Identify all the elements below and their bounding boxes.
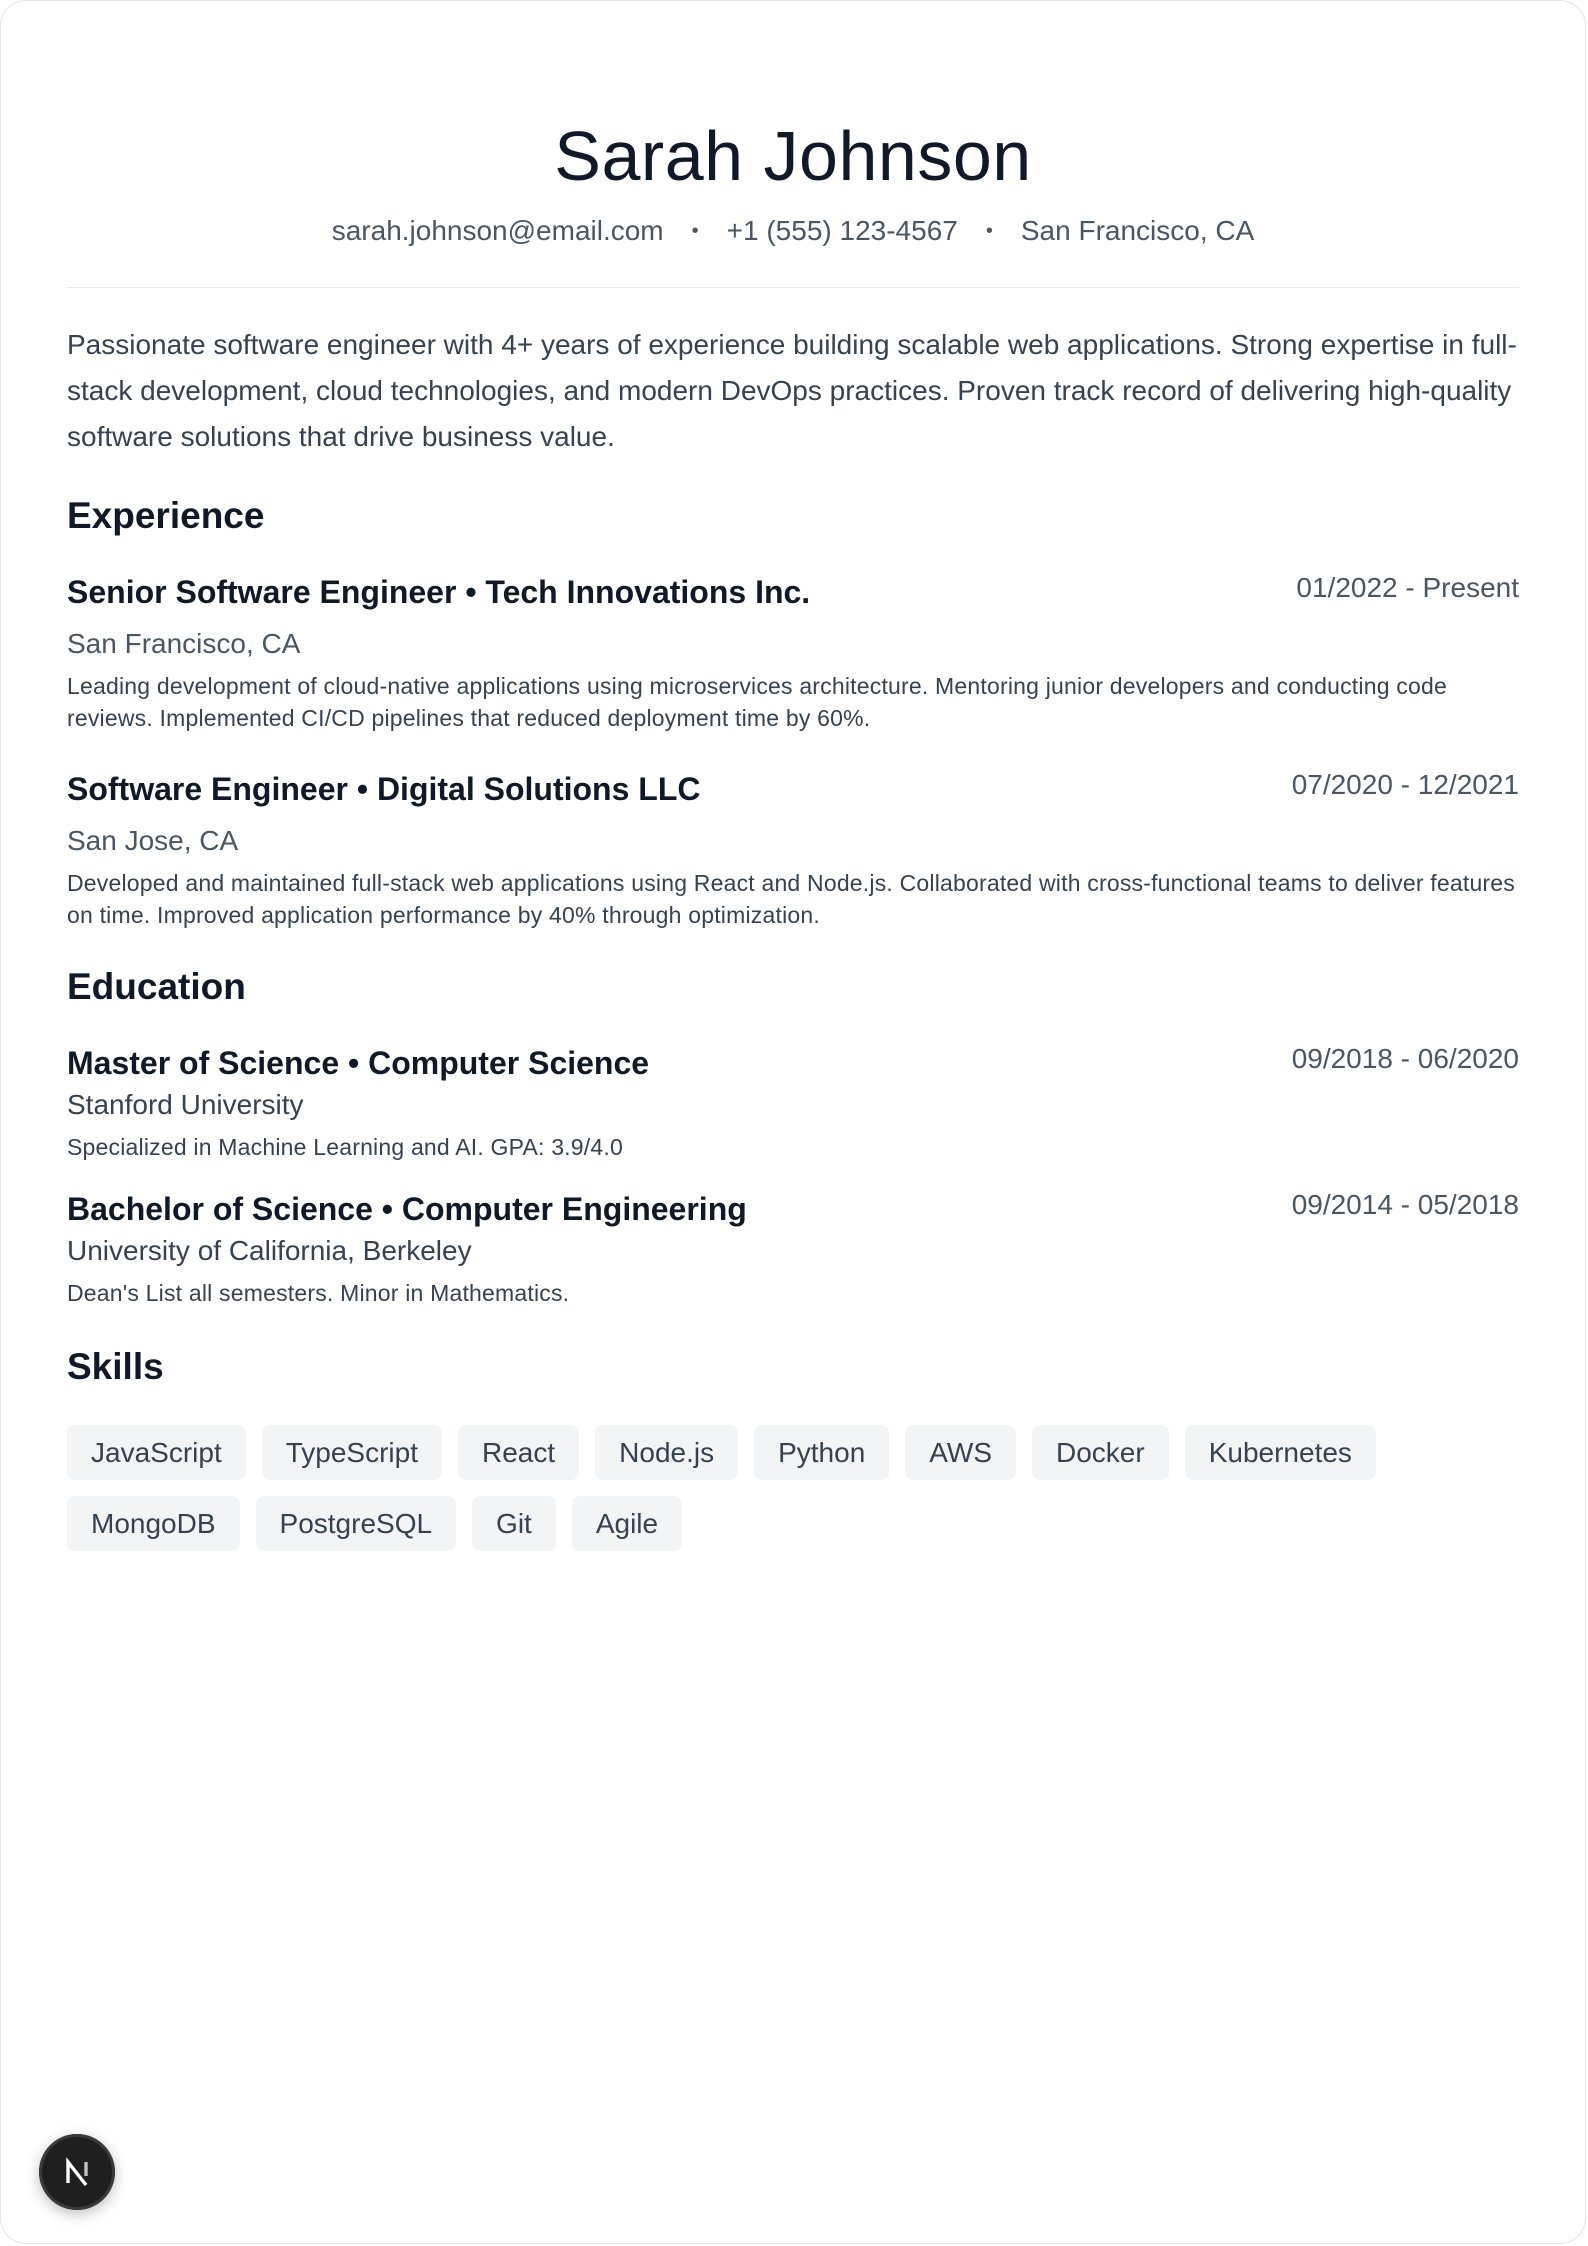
education-note: Dean's List all semesters. Minor in Mathematics. [67,1280,570,1306]
education-entry [67,1187,1519,1309]
skill-tag: Node.js [595,1425,738,1480]
experience-description: Leading development of cloud-native applications using microservices architecture. Mentoring junior developers and conducting code reviews. Implemented CI/CD pipelines that reduced deployment time by 60%. [67,673,1447,731]
nextjs-dev-tools-button[interactable] [39,2134,115,2210]
experience-entry [67,767,1519,931]
education-dates: 09/2014 - 05/2018 [1291,1189,1519,1220]
skill-tag: TypeScript [262,1425,442,1480]
experience-dates: 01/2022 - Present [1296,572,1519,603]
resume-page [67,111,1519,1567]
experience-entry [67,570,1519,734]
skill-tag: React [458,1425,579,1480]
location-text: San Francisco, CA [1020,215,1255,246]
experience-location: San Jose, CA [67,825,239,856]
experience-location: San Francisco, CA [67,628,301,659]
email-text: sarah.johnson@email.com [331,215,664,246]
education-dates: 09/2018 - 06/2020 [1291,1043,1519,1074]
skill-tag: Python [754,1425,889,1480]
skill-tag: Agile [572,1496,682,1551]
education-entry [67,1041,1519,1163]
contact-separator: • [691,219,699,242]
contact-line [67,209,1519,253]
education-school: University of California, Berkeley [67,1235,472,1266]
skill-tag: PostgreSQL [256,1496,457,1551]
skills-heading: Skills [67,1346,164,1387]
experience-description: Developed and maintained full-stack web applications using React and Node.js. Collaborated with cross-functional teams to deliver features on time. Improved application performance by 40% through optimization. [67,870,1515,928]
phone-text: +1 (555) 123-4567 [726,215,958,246]
skills-list [67,1425,1467,1567]
education-degree: Bachelor of Science • Computer Engineering [67,1191,747,1227]
education-heading: Education [67,966,246,1007]
skill-tag: MongoDB [67,1496,240,1551]
education-degree: Master of Science • Computer Science [67,1045,650,1081]
skill-tag: JavaScript [67,1425,246,1480]
nextjs-logo-icon [57,2152,97,2192]
education-school: Stanford University [67,1089,304,1120]
education-note: Specialized in Machine Learning and AI. GPA: 3.9/4.0 [67,1134,623,1160]
experience-dates: 07/2020 - 12/2021 [1291,769,1519,800]
skill-tag: AWS [905,1425,1016,1480]
header-divider [67,287,1519,288]
experience-title: Senior Software Engineer • Tech Innovations Inc. [67,574,811,610]
skill-tag: Kubernetes [1185,1425,1376,1480]
experience-title: Software Engineer • Digital Solutions LLC [67,771,701,807]
skill-tag: Git [472,1496,556,1551]
skill-tag: Docker [1032,1425,1169,1480]
summary-text: Passionate software engineer with 4+ years of experience building scalable web applications. Strong expertise in full-stack development, cloud technologies, and modern DevOps practices. Proven track record of delivering high-quality software solutions that drive business value. [67,329,1517,452]
experience-heading: Experience [67,495,265,536]
candidate-name: Sarah Johnson [554,117,1032,195]
contact-separator: • [985,219,993,242]
